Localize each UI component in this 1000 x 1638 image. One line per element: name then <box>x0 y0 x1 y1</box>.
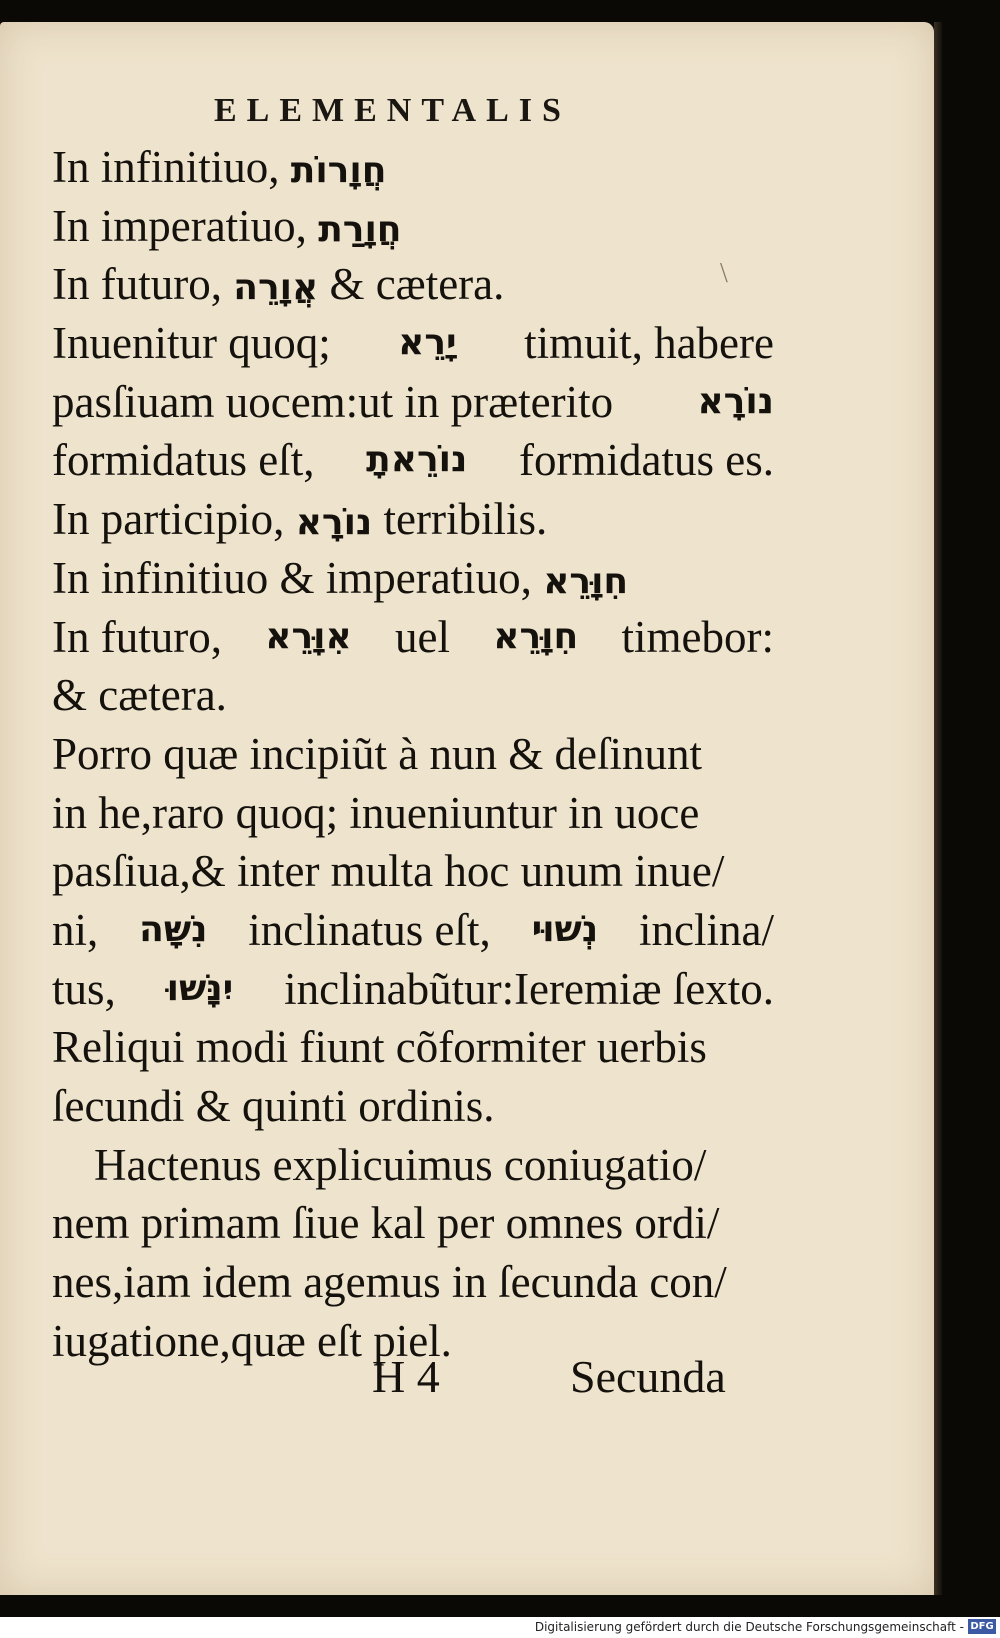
latin-text: In infinitiuo, <box>52 142 291 192</box>
running-head: ELEMENTALIS <box>214 92 571 129</box>
hebrew-word: חֲוָרַת <box>318 208 402 250</box>
text-line <box>52 1077 774 1136</box>
text-line <box>52 960 774 1019</box>
latin-text: inclinabũtur:Ieremiæ ſexto. <box>284 963 774 1014</box>
hebrew-word: נְשׁוּי <box>531 908 599 950</box>
text-line <box>52 197 774 256</box>
latin-text: In participio, <box>52 494 296 545</box>
funding-credit: Digitalisierung gefördert durch die Deutsche Forschungsgemeinschaft - <box>534 1620 964 1634</box>
latin-text: In futuro, <box>52 611 222 662</box>
catchword: Secunda <box>570 1351 726 1402</box>
text-line <box>52 608 774 667</box>
text-line <box>52 314 774 373</box>
text-line <box>52 431 774 490</box>
hebrew-word: אִוָּרֵא <box>265 615 352 657</box>
latin-text: ni, <box>52 904 99 955</box>
margin-mark: \ <box>720 258 728 289</box>
hebrew-word: אֲוָרֵה <box>233 267 319 309</box>
text-line <box>52 901 774 960</box>
latin-text: in he,raro quoq; inueniuntur in uoce <box>52 787 700 838</box>
text-line <box>52 373 774 432</box>
latin-text: In futuro, <box>52 259 234 310</box>
latin-text: timuit, habere <box>524 318 774 369</box>
latin-text: ſecundi & quinti ordinis. <box>52 1081 495 1131</box>
hebrew-word: נִשָּׁה <box>139 908 208 950</box>
hebrew-word: יָרֵא <box>398 322 457 364</box>
text-line <box>52 138 774 197</box>
latin-text: timebor: <box>621 611 774 662</box>
hebrew-word: חֲוָרוֹת <box>290 150 387 191</box>
latin-text: & cætera. <box>318 259 505 310</box>
latin-text: In imperatiuo, <box>52 200 319 251</box>
hebrew-word: יִנָּשׁוּ <box>166 967 234 1009</box>
text-line <box>52 549 774 608</box>
latin-text: terribilis. <box>372 494 548 545</box>
latin-text: formidatus es. <box>519 435 774 486</box>
latin-text: pasſiua,& inter multa hoc unum inue/ <box>52 846 725 897</box>
hebrew-word: חִוָּרֵא <box>493 615 579 657</box>
latin-text: nes,iam idem agemus in ſecunda con/ <box>52 1257 727 1308</box>
dfg-logo: DFG <box>968 1619 996 1634</box>
latin-text: tus, <box>52 963 116 1014</box>
text-line <box>52 1018 774 1077</box>
signature-mark: H 4 <box>372 1351 440 1402</box>
latin-text: inclina/ <box>639 904 774 955</box>
text-line <box>52 784 774 843</box>
text-line <box>52 255 774 314</box>
text-line <box>52 490 774 549</box>
latin-text: Reliqui modi fiunt cõformiter uerbis <box>52 1022 707 1073</box>
hebrew-word: נוֹרָא <box>295 502 373 544</box>
latin-text: iugatione,quæ eſt piel. <box>52 1315 452 1366</box>
text-line <box>52 1253 774 1312</box>
latin-text: In infinitiuo & imperatiuo, <box>52 552 544 603</box>
body-text <box>52 138 774 1370</box>
text-line <box>52 1136 774 1195</box>
text-line <box>52 1194 774 1253</box>
latin-text: Inuenitur quoq; <box>52 318 331 369</box>
latin-text: & cætera. <box>52 670 227 721</box>
text-line <box>52 725 774 784</box>
latin-text: Porro quæ incipiũt à nun & deſinunt <box>52 728 702 779</box>
latin-text: Hactenus explicuimus coniugatio/ <box>94 1139 707 1190</box>
text-line <box>52 842 774 901</box>
page-edge <box>934 22 942 1595</box>
latin-text: formidatus eſt, <box>52 435 315 486</box>
latin-text: uel <box>394 611 450 662</box>
latin-text: pasſiuam uocem:ut in præterito <box>52 376 614 427</box>
latin-text: inclinatus eſt, <box>248 904 491 955</box>
hebrew-word: נוֹרֵאתָ <box>366 439 468 481</box>
hebrew-word: נוֹרָא <box>697 380 774 422</box>
hebrew-word: חִוָּרֵא <box>543 560 629 602</box>
latin-text: nem primam ſiue kal per omnes ordi/ <box>52 1198 720 1249</box>
text-line <box>52 666 774 725</box>
